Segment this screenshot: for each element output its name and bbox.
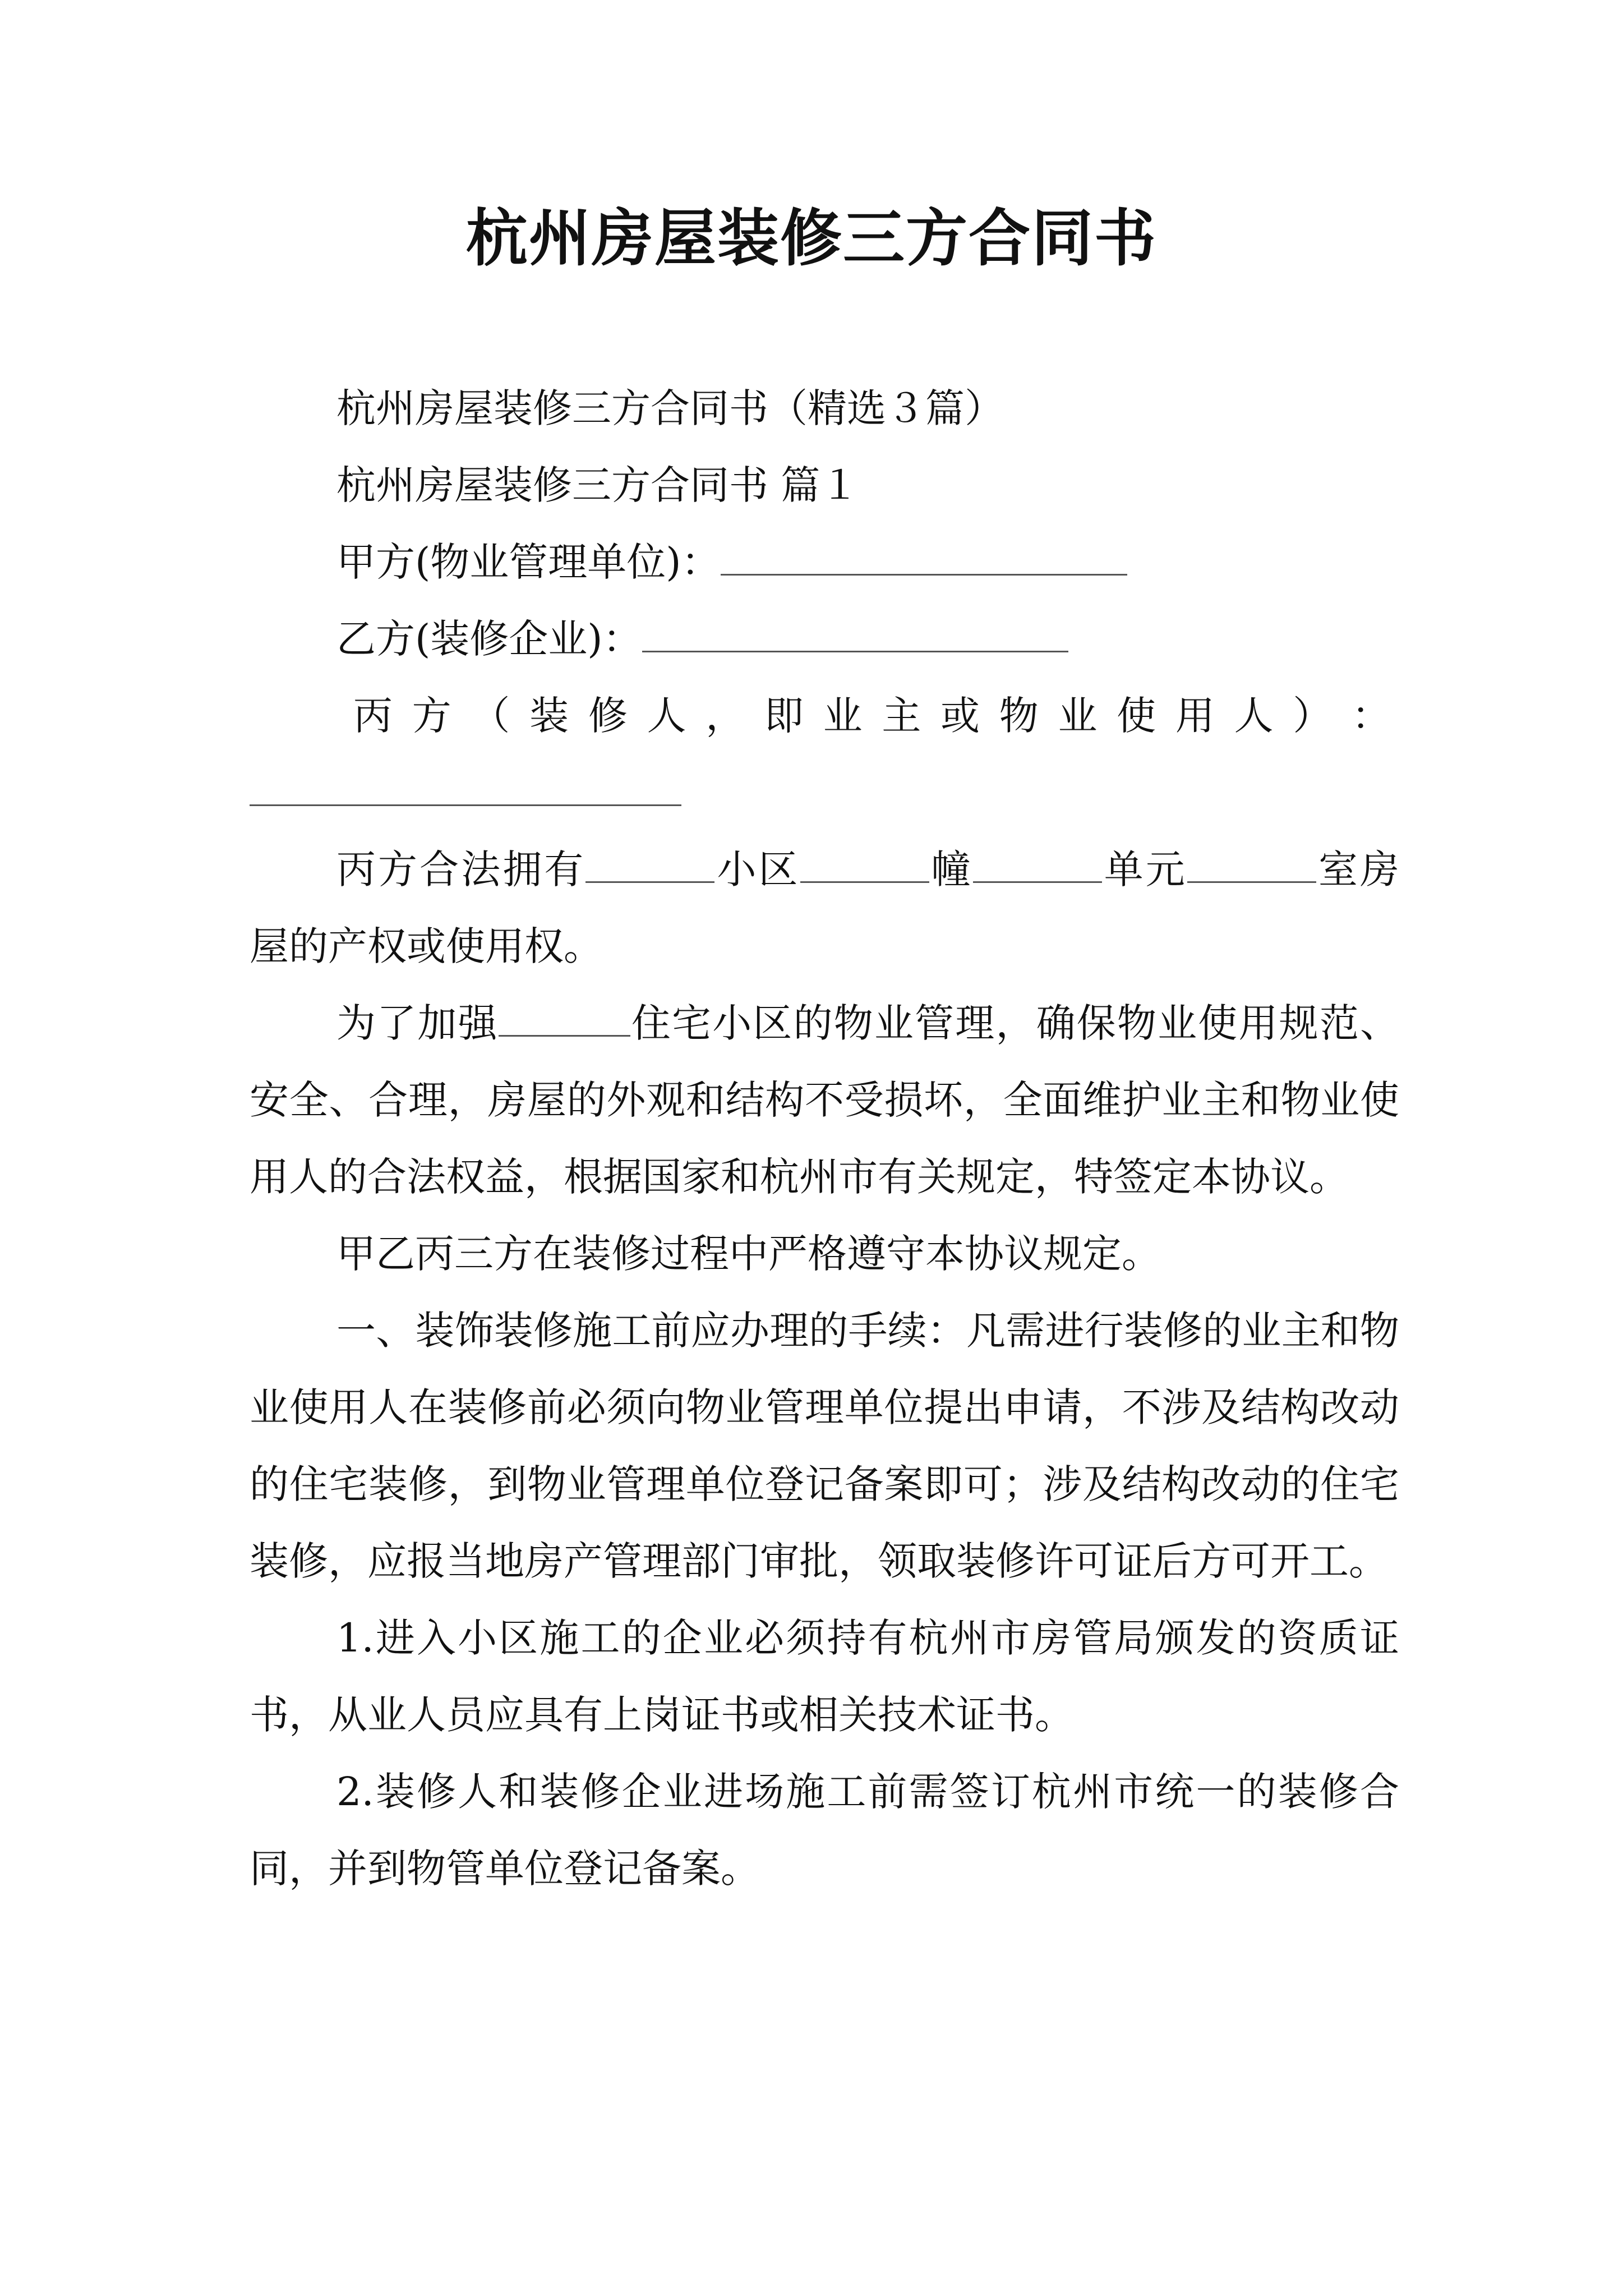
party-c-char: 装 (529, 693, 569, 739)
item-2-paragraph: 2.装修人和装修企业进场施工前需签订杭州市统一的装修合同，并到物管单位登记备案。 (250, 1769, 1399, 1892)
compliance-paragraph: 甲乙丙三方在装修过程中严格遵守本协议规定。 (336, 1231, 1161, 1277)
party-b-blank (642, 611, 1068, 652)
section-heading: 杭州房屋装修三方合同书 篇１ (336, 462, 860, 508)
party-c-char: 使 (1117, 693, 1156, 739)
party-c-char: 人 (1234, 693, 1274, 739)
party-c-blank-line (250, 754, 1399, 831)
ownership-prefix: 丙方合法拥有 (336, 846, 586, 892)
purpose-prefix: 为了加强 (336, 1000, 499, 1046)
party-c-char: ， (706, 693, 745, 739)
party-c-blank (250, 765, 681, 806)
community-name-blank (499, 996, 630, 1037)
party-c-char: ： (1351, 693, 1391, 739)
party-c-char: 即 (764, 693, 804, 739)
purpose-paragraph (250, 985, 1399, 1216)
party-b-line (250, 601, 1399, 678)
unit-blank (973, 842, 1102, 883)
document-title: 杭州房屋装修三方合同书 (466, 202, 1157, 274)
procedures-paragraph: 一、装饰装修施工前应办理的手续：凡需进行装修的业主和物业使用人在装修前必须向物业管理单位提出申请，不涉及结构改动的住宅装修，到物业管理单位登记备案即可；涉及结构改动的住宅装修，应报当地房产管理部门审批，领取装修许可证后方可开工。 (250, 1308, 1399, 1584)
party-c-char: ） (1293, 693, 1332, 739)
party-c-char: 业 (823, 693, 863, 739)
party-c-char: 用 (1175, 693, 1215, 739)
party-a-label: 甲方(物业管理单位)： (336, 539, 721, 585)
party-c-char: 方 (412, 693, 451, 739)
ownership-paragraph (250, 831, 1399, 985)
unit-label: 单元 (1101, 846, 1187, 892)
ownership-tail: 房屋的产权或使用权。 (250, 846, 1399, 969)
item-1-paragraph: 1.进入小区施工的企业必须持有杭州市房管局颁发的资质证书，从业人员应具有上岗证书或相关技术证书。 (250, 1615, 1399, 1738)
document-body (250, 370, 1399, 1907)
community-blank (585, 842, 714, 883)
party-c-line (250, 678, 1399, 754)
building-label: 幢 (929, 846, 973, 892)
purpose-text: 住宅小区的物业管理，确保物业使用规范、安全、合理，房屋的外观和结构不受损坏，全面维护业主和物业使用人的合法权益，根据国家和杭州市有关规定，特签定本协议。 (250, 1000, 1400, 1200)
party-c-char: （ (471, 693, 510, 739)
room-label: 室 (1316, 846, 1360, 892)
document-subtitle: 杭州房屋装修三方合同书（精选３篇） (336, 385, 1004, 431)
party-c-char: 丙 (353, 693, 393, 739)
room-blank (1187, 842, 1316, 883)
party-b-label: 乙方(装修企业)： (336, 616, 642, 662)
building-blank (800, 842, 929, 883)
party-c-char: 或 (940, 693, 980, 739)
community-label: 小区 (714, 846, 800, 892)
party-c-char: 物 (999, 693, 1039, 739)
party-a-line (250, 524, 1399, 601)
party-c-char: 业 (1058, 693, 1098, 739)
party-c-char: 主 (882, 693, 921, 739)
party-a-blank (721, 535, 1127, 576)
party-c-char: 修 (588, 693, 628, 739)
party-c-char: 人 (647, 693, 686, 739)
